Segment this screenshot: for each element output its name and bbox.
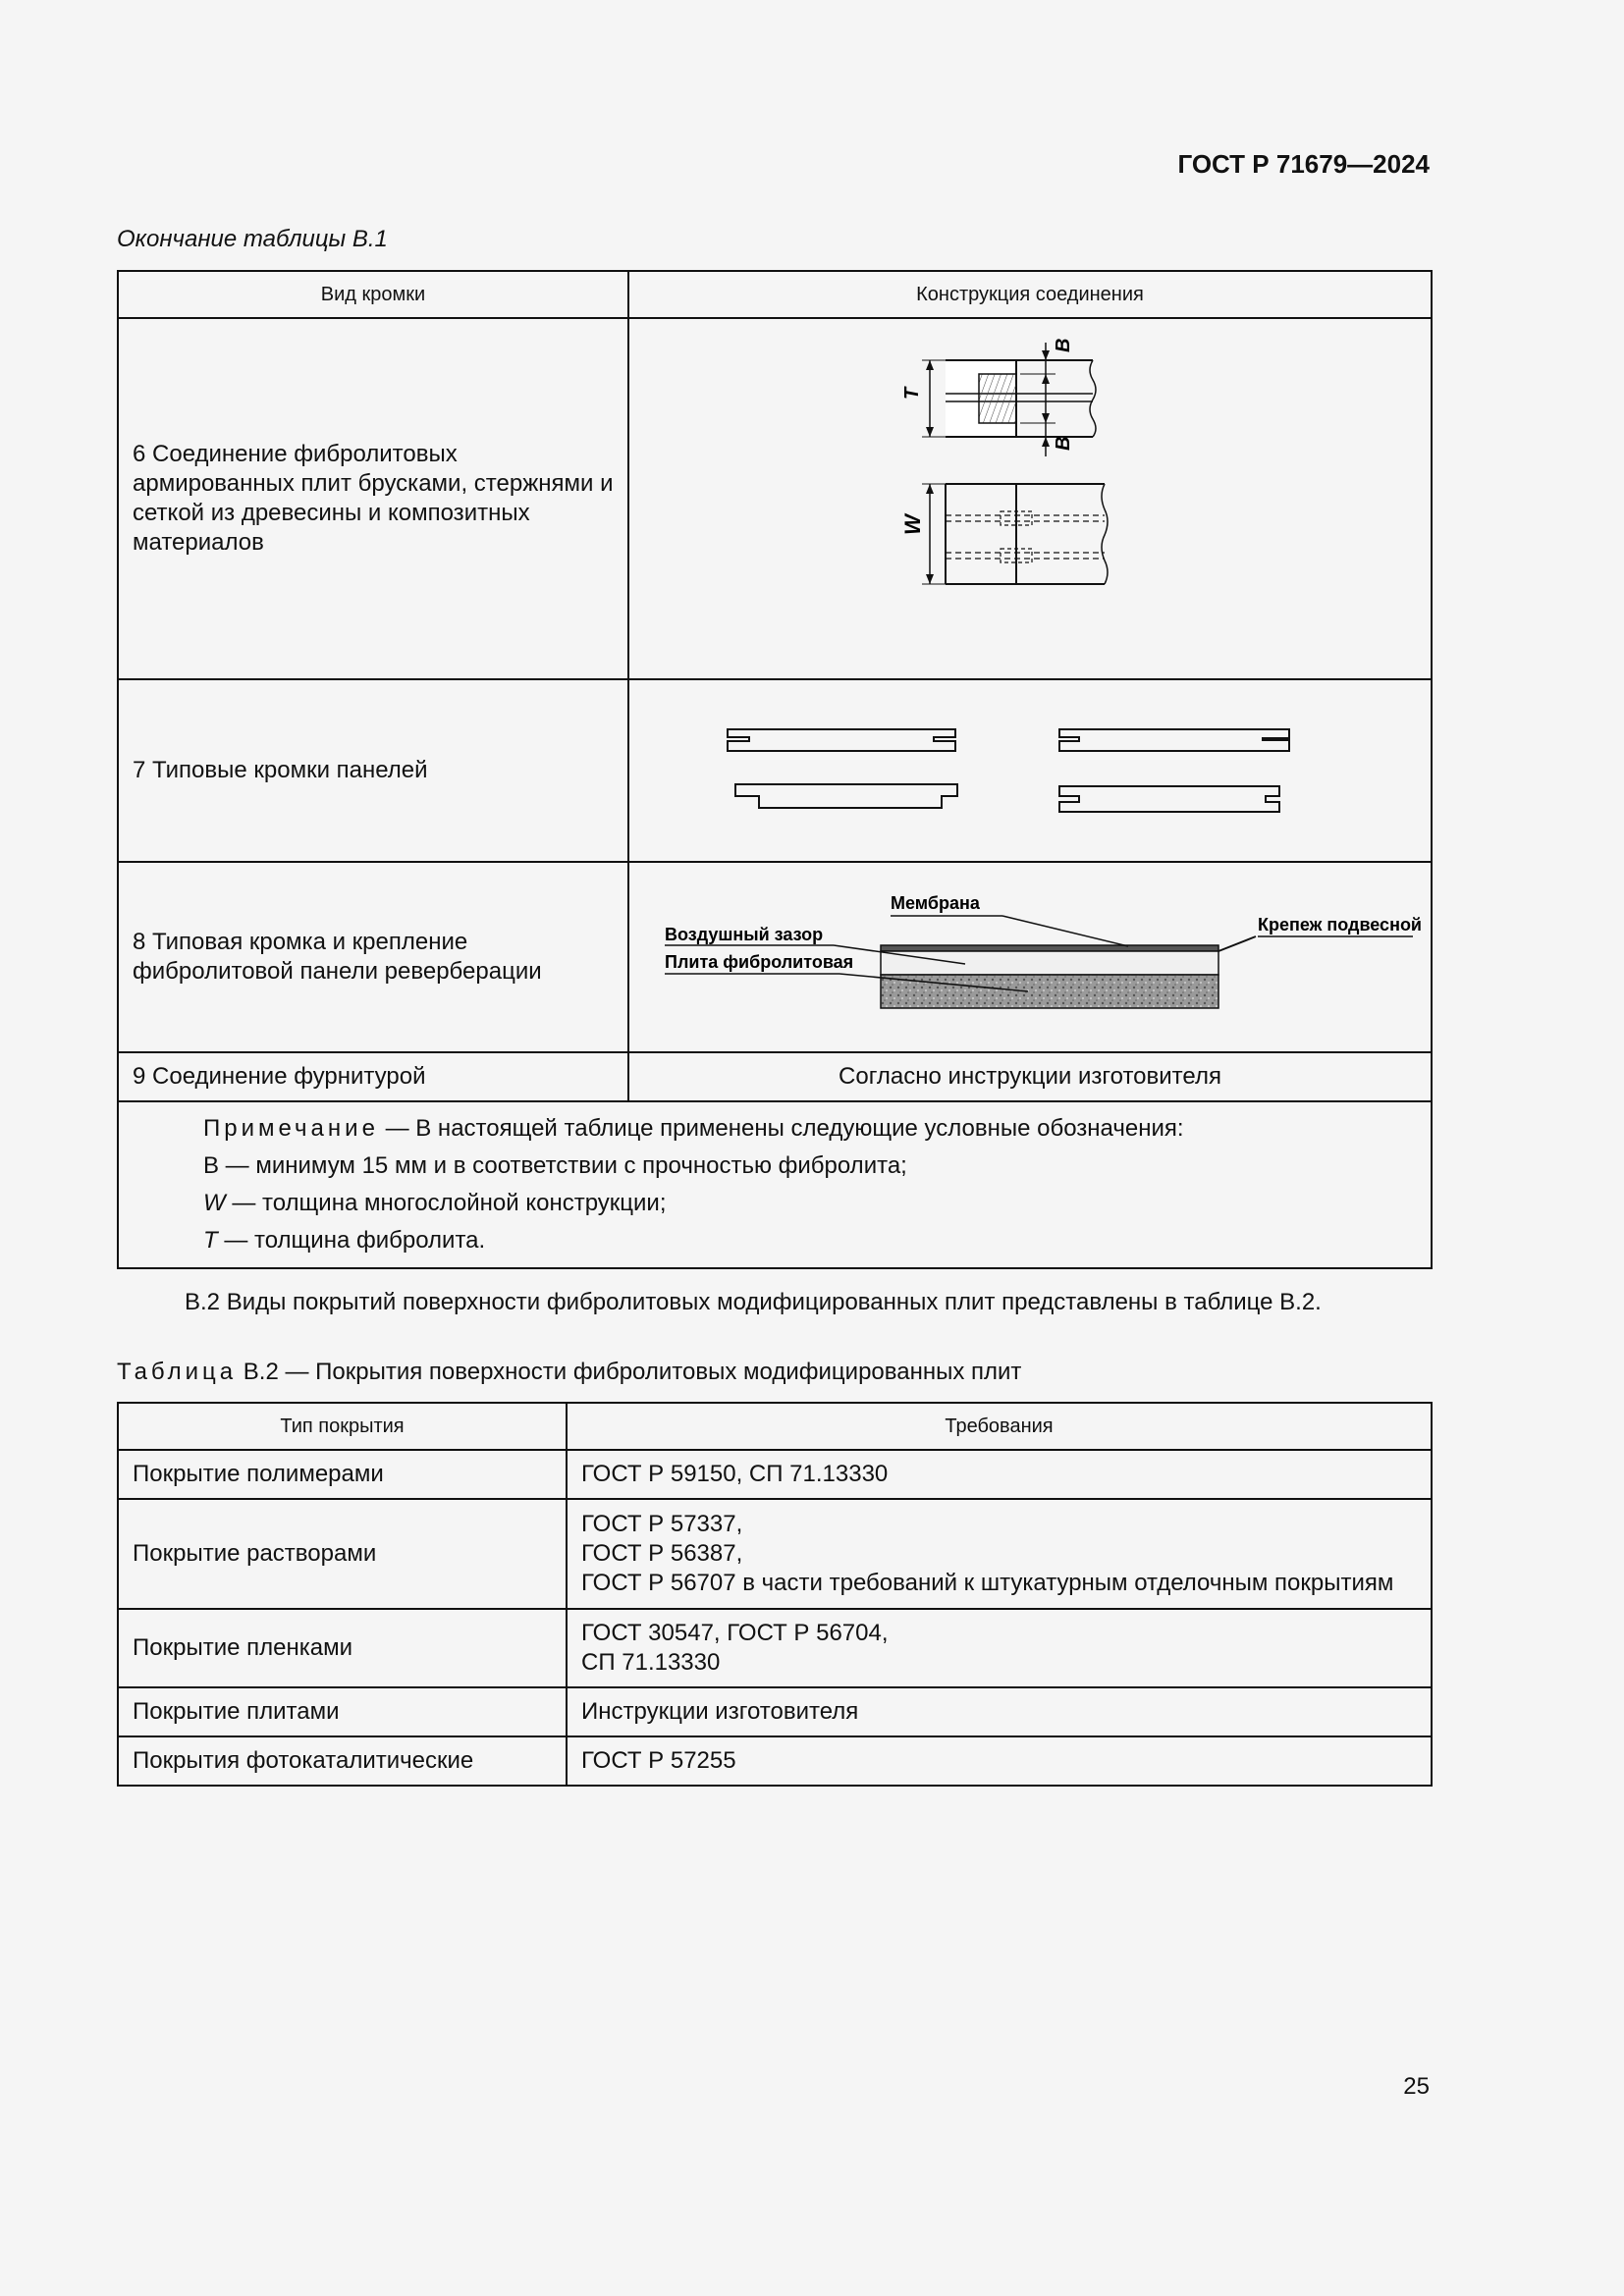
table-row — [118, 1499, 1432, 1609]
membrane-label: Мембрана — [891, 893, 980, 913]
standard-id: ГОСТ Р 71679—2024 — [1177, 149, 1430, 179]
construction-figure-cell — [628, 862, 1432, 1052]
reinforced-joint-drawing — [883, 337, 1177, 661]
requirement-line: ГОСТ Р 59150, СП 71.13330 — [581, 1461, 889, 1487]
coating-type-cell: Покрытие пленками — [118, 1609, 567, 1687]
column-header: Тип покрытия — [118, 1403, 567, 1450]
column-header: Конструкция соединения — [628, 271, 1432, 318]
note-item — [203, 1222, 1431, 1259]
table-note — [118, 1101, 1432, 1268]
construction-cell: Согласно инструкции изготовителя — [628, 1052, 1432, 1101]
requirement-line: ГОСТ Р 56707 в части требований к штукатурным отделочным покрытиям — [581, 1570, 1394, 1596]
table-row — [118, 1450, 1432, 1499]
table-b1 — [117, 270, 1433, 1269]
table-continuation-caption: Окончание таблицы В.1 — [117, 226, 388, 252]
note-text: — В настоящей таблице применены следующие условные обозначения: — [378, 1115, 1184, 1142]
requirement-line: Инструкции изготовителя — [581, 1698, 859, 1725]
requirement-line: ГОСТ Р 56387, — [581, 1540, 743, 1567]
requirements-cell — [567, 1499, 1432, 1609]
fastener-label: Крепеж подвесной — [1258, 915, 1423, 934]
b-label-top: В — [1053, 338, 1074, 352]
requirements-cell — [567, 1736, 1432, 1786]
table-row — [118, 1052, 1432, 1101]
table-header-row — [118, 1403, 1432, 1450]
edge-type-cell: 8 Типовая кромка и крепление фибролитовой панели реверберации — [118, 862, 628, 1052]
table-row — [118, 679, 1432, 862]
air-gap-label: Воздушный зазор — [665, 925, 824, 944]
requirements-cell — [567, 1687, 1432, 1736]
table-b2-caption — [117, 1359, 1021, 1386]
board-label: Плита фибролитовая — [665, 952, 854, 972]
thickness-label-t: T — [901, 387, 923, 400]
table-caption-label: Таблица — [117, 1359, 238, 1385]
note-item-text: — толщина фибролита. — [217, 1227, 486, 1254]
reverberation-panel-drawing — [637, 883, 1423, 1031]
width-label-w: W — [900, 514, 925, 535]
construction-figure-cell — [628, 318, 1432, 679]
note-item-text: — минимум 15 мм и в соответствии с прочностью фибролита; — [219, 1152, 907, 1179]
table-header-row — [118, 271, 1432, 318]
edge-type-cell: 7 Типовые кромки панелей — [118, 679, 628, 862]
page-number: 25 — [1403, 2073, 1430, 2100]
requirements-cell — [567, 1609, 1432, 1687]
table-row — [118, 318, 1432, 679]
coating-type-cell: Покрытие плитами — [118, 1687, 567, 1736]
note-symbol: T — [203, 1227, 218, 1254]
table-row — [118, 1609, 1432, 1687]
column-header: Вид кромки — [118, 271, 628, 318]
table-row — [118, 862, 1432, 1052]
table-caption-text: В.2 — Покрытия поверхности фибролитовых модифицированных плит — [237, 1359, 1022, 1385]
column-header: Требования — [567, 1403, 1432, 1450]
note-heading — [203, 1110, 1431, 1148]
paragraph-b2: В.2 Виды покрытий поверхности фибролитовых модифицированных плит представлены в таблице В.2. — [185, 1289, 1322, 1315]
coating-type-cell: Покрытие полимерами — [118, 1450, 567, 1499]
b-label-bottom: В — [1053, 436, 1074, 451]
note-symbol: В — [203, 1152, 220, 1179]
note-symbol: W — [203, 1190, 226, 1216]
coating-type-cell: Покрытия фотокаталитические — [118, 1736, 567, 1786]
typical-panel-edges-drawing — [677, 702, 1383, 839]
construction-figure-cell — [628, 679, 1432, 862]
requirement-line: ГОСТ Р 57255 — [581, 1747, 736, 1774]
requirement-line: ГОСТ Р 57337, — [581, 1511, 743, 1537]
table-row — [118, 1736, 1432, 1786]
note-label: Примечание — [203, 1115, 379, 1142]
edge-type-cell: 6 Соединение фибролитовых армированных плит брусками, стержнями и сеткой из древесины и композитных материалов — [118, 318, 628, 679]
note-item — [203, 1185, 1431, 1222]
table-b2 — [117, 1402, 1433, 1787]
table-row — [118, 1687, 1432, 1736]
note-item-text: — толщина многослойной конструкции; — [225, 1190, 667, 1216]
requirement-line: СП 71.13330 — [581, 1649, 721, 1676]
edge-type-cell: 9 Соединение фурнитурой — [118, 1052, 628, 1101]
note-row — [118, 1101, 1432, 1268]
requirements-cell — [567, 1450, 1432, 1499]
note-item — [203, 1148, 1431, 1185]
coating-type-cell: Покрытие растворами — [118, 1499, 567, 1609]
requirement-line: ГОСТ 30547, ГОСТ Р 56704, — [581, 1620, 889, 1646]
